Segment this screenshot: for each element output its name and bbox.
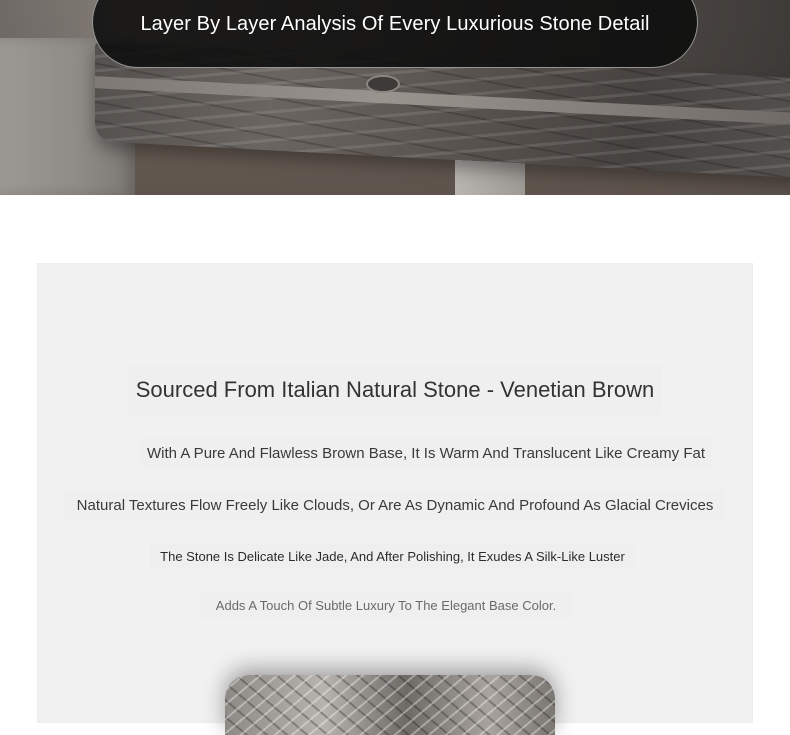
hero-title: Layer By Layer Analysis Of Every Luxurious Stone Detail xyxy=(140,13,650,35)
description-line-3: The Stone Is Delicate Like Jade, And After Polishing, It Exudes A Silk-Like Luster xyxy=(150,543,635,569)
description-line-2: Natural Textures Flow Freely Like Clouds, Or Are As Dynamic And Profound As Glacial Crevices xyxy=(65,490,725,520)
tabletop-grommet xyxy=(366,75,400,93)
description-line-4: Adds A Touch Of Subtle Luxury To The Elegant Base Color. xyxy=(200,592,572,618)
hero-banner xyxy=(0,0,790,195)
section-heading: Sourced From Italian Natural Stone - Venetian Brown xyxy=(128,365,662,415)
stone-sample-image xyxy=(225,675,555,735)
description-line-1: With A Pure And Flawless Brown Base, It Is Warm And Translucent Like Creamy Fat xyxy=(140,438,712,468)
